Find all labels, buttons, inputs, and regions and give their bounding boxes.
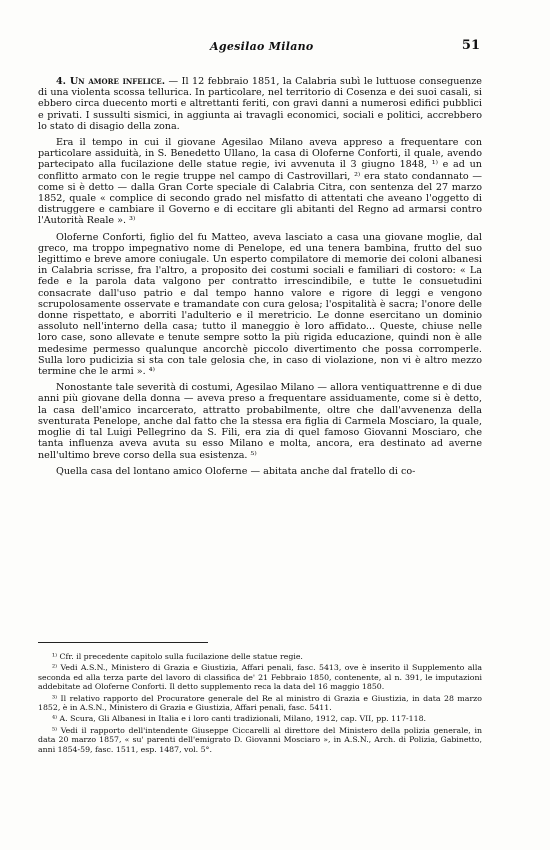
footnote: ²⁾ Vedi A.S.N., Ministero di Grazia e Giustizia, Affari penali, fasc. 5413, ove è inserito il Supplemento alla seconda ed alla terza parte del lavoro di classifica de' 21 Febbraio 1850, contenente, al n. 391, le imputazioni addebitate ad Oloferne Conforti. Il detto supplemento reca la data del 16 maggio 1850. — [38, 663, 482, 692]
paragraph — [38, 76, 482, 132]
footnote: ³⁾ Il relativo rapporto del Procuratore generale del Re al ministro di Grazia e Giustizia, in data 28 marzo 1852, è in A.S.N., Ministero di Grazia e Giustizia, Affari penali, fasc. 5411. — [38, 693, 482, 713]
footnote: ¹⁾ Cfr. il precedente capitolo sulla fucilazione delle statue regie. — [52, 652, 303, 661]
paragraph-text: — Il 12 febbraio 1851, la Calabria subì le luttuose conseguenze di una violenta scossa tellurica. In particolare, nel territorio di Cosenza e dei suoi casali, si ebbero circa duecento morti e altrettanti feriti, con gravi danni a numerosi edifici pubblici e privati. I sussulti sismici, in aggiunta ai travagli economici, sociali e politici, accrebbero lo stato di disagio della zona. — [38, 76, 482, 132]
footnote: ⁴⁾ A. Scura, Gli Albanesi in Italia e i loro canti tradizionali, Milano, 1912, cap. VII, pp. 117-118. — [52, 714, 427, 724]
page-number: 51 — [461, 38, 480, 53]
footnote-divider — [38, 642, 208, 643]
paragraph: Nonostante tale severità di costumi, Agesilao Milano — allora ventiquattrenne e di due anni più giovane della donna — aveva preso a frequentare assiduamente, come si è detto, la casa dell'amico incarcerato, attratto probabilmente, oltre che dall'avvenenza della sventurata Penelope, anche dal fatto che la stessa era figlia di Carmela Mosciaro, la quale, moglie di tal Luigi Pellegrino da S. Fili, era zia di quel famoso Giovanni Mosciaro, che tanta influenza aveva avuta su esso Milano e molta, ancora, era destinato ad averne nell'ultimo breve corso della sua esistenza. ⁵⁾ — [38, 382, 482, 461]
paragraph: Era il tempo in cui il giovane Agesilao Milano aveva appreso a frequentare con particolare assiduità, in S. Benedetto Ullano, la casa di Oloferne Conforti, il quale, avendo partecipato alla fucilazione delle statue regie, ivi avvenuta il 3 giugno 1848, ¹⁾ e ad un conflitto armato con le regie truppe nel campo di Castrovillari, ²⁾ era stato condannato — come si è detto — dalla Gran Corte speciale di Calabria Citra, con sentenza del 27 marzo 1852, quale « complice di secondo grado nel misfatto di attentati che aveano l'oggetto di distruggere e cambiare il Governo e di eccitare gli abitanti del Regno ad armarsi contro l'Autorità Reale ». ³⁾ — [38, 137, 482, 227]
footnote: ⁵⁾ Vedi il rapporto dell'intendente Giuseppe Ciccarelli al direttore del Ministero della polizia generale, in data 20 marzo 1857, « su' parenti dell'emigrato D. Giovanni Mosciaro », in A.S.N., Arch. di Polizia, Gabinetto, anni 1854-59, fasc. 1511, esp. 1487, vol. 5°. — [38, 725, 482, 754]
running-title: Agesilao Milano — [210, 40, 314, 53]
section-heading: 4. Un amore infelice. — [56, 76, 166, 87]
paragraph: Quella casa del lontano amico Oloferne — abitata anche dal fratello di co- — [56, 465, 416, 477]
paragraph: Oloferne Conforti, figlio del fu Matteo, aveva lasciato a casa una giovane moglie, dal greco, ma troppo impegnativo nome di Penelope, ed una tenera bambina, frutto del suo legittimo e breve amore coniugale. Un esperto compilatore di memorie dei coloni albanesi in Calabria scrisse, fra l'altro, a proposito dei costumi sociali e familiari di costoro: « La fede e la parola data valgono per contratto irrescindibile, e tutte le consuetudini consacrate dall'uso patrio e dal tempo hanno valore e rigore di leggi e vengono scrupolosamente osservate e tramandate con cura gelosa; l'ospitalità è sacra; l'onore delle donne rispettato, e aborriti l'adulterio e il meretricio. Le donne esercitano un dominio assoluto nell'interno della casa; tutto il maneggio è loro affidato... Queste, chiuse nelle loro case, sono allevate e tenute sempre sotto la più rigida educazione, quindi non è alle medesime permesso qualunque ancorchè piccolo divertimento che possa corromperle. Sulla loro pudicizia si sta con tale gelosia che, in caso di violazione, non vi è altro mezzo termine che le armi ». ⁴⁾ — [38, 231, 482, 378]
running-head — [70, 40, 480, 58]
footnotes — [38, 652, 482, 754]
main-text — [38, 76, 482, 477]
